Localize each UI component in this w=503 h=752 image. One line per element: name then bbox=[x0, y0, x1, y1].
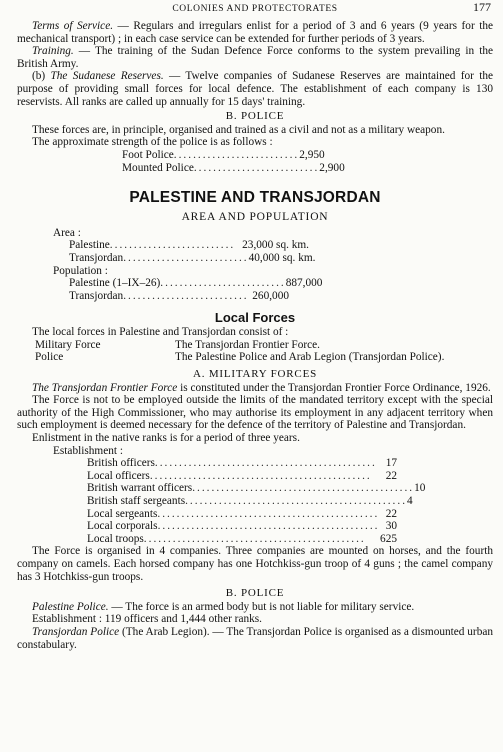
row-label: British officers bbox=[87, 457, 155, 470]
training-label: Training. bbox=[32, 45, 74, 58]
row-value: 23,000 sq. km. bbox=[242, 239, 309, 252]
tff-label: The Transjordan Frontier Force bbox=[32, 381, 178, 394]
population-table bbox=[69, 277, 323, 302]
local-forces-heading: Local Forces bbox=[214, 310, 296, 326]
transjordan-police-text: (The Arab Legion). — The Transjordan Police is organised as a dismounted urban constabulary. bbox=[17, 625, 494, 651]
forces-row bbox=[35, 351, 493, 364]
police-heading: B. POLICE bbox=[225, 110, 285, 123]
row-label: British warrant officers bbox=[87, 482, 193, 495]
training-text: — The training of the Sudan Defence Force conforms to the system prevailing in the British Army. bbox=[17, 45, 493, 70]
area-population-heading: AREA AND POPULATION bbox=[181, 211, 329, 224]
terms-text: — Regulars and irregulars enlist for a period of 3 and 6 years (9 years for the mechanical transport) ; in each case service can be extended for further periods of 3 years. bbox=[17, 20, 493, 45]
table-row: Palestine (1–IX–26) .......................... 887,000 bbox=[69, 277, 323, 290]
table-row: British staff sergeants .............................................. 4 bbox=[87, 495, 413, 507]
row-label: Local officers bbox=[87, 469, 150, 482]
employment-paragraph: The Force is not to be employed outside the limits of the mandated territory except with the special authority of the High Commissioner, who may authorise its employment in any adjacent territory when such employment is deemed necessary for the defence of the territory of Palestine and Transjordan. bbox=[17, 394, 493, 432]
palestine-police-paragraph bbox=[17, 601, 493, 614]
row-value: 30 bbox=[385, 520, 397, 533]
establishment-table bbox=[87, 457, 426, 545]
row-value: 10 bbox=[414, 482, 426, 495]
reserves-paragraph bbox=[17, 70, 493, 108]
police-strength-table bbox=[122, 148, 345, 174]
table-row: British warrant officers .............................................. 10 bbox=[87, 482, 426, 495]
police-strength-intro: The approximate strength of the police is as follows : bbox=[32, 136, 273, 149]
row-label: Transjordan bbox=[69, 289, 124, 302]
row-label: Mounted Police bbox=[122, 161, 194, 174]
table-row: British officers .............................................. 17 bbox=[87, 457, 397, 470]
terms-label: Terms of Service. bbox=[32, 20, 114, 32]
row-value: 17 bbox=[385, 457, 397, 470]
transjordan-police-paragraph bbox=[17, 626, 493, 651]
row-label: Transjordan bbox=[69, 251, 124, 264]
table-row: Palestine .......................... 23,000 sq. km. bbox=[69, 239, 309, 252]
training-paragraph bbox=[17, 45, 493, 70]
row-label: Palestine (1–IX–26) bbox=[69, 277, 161, 290]
establishment-label: Establishment : bbox=[53, 444, 123, 457]
table-row: Foot Police .......................... 2,950 bbox=[122, 148, 325, 161]
forces-row bbox=[35, 339, 493, 352]
row-value: 22 bbox=[385, 469, 397, 482]
row-label: Foot Police bbox=[122, 148, 174, 161]
table-row: Local officers .............................................. 22 bbox=[87, 469, 397, 482]
tff-text: is constituted under the Transjordan Frontier Force Ordinance, 1926. bbox=[177, 381, 491, 394]
forces-key: Military Force bbox=[35, 338, 101, 351]
table-row: Local troops .............................................. 625 bbox=[87, 532, 397, 545]
table-row: Transjordan .......................... 40,000 sq. km. bbox=[69, 251, 316, 264]
row-value: 625 bbox=[380, 532, 397, 545]
terms-of-service-paragraph bbox=[17, 20, 493, 45]
forces-value: The Transjordan Frontier Force. bbox=[175, 338, 320, 351]
table-row: Local sergeants .............................................. 22 bbox=[87, 507, 397, 520]
page-number: 177 bbox=[473, 0, 491, 14]
palestine-police-label: Palestine Police. bbox=[32, 600, 109, 613]
page-header bbox=[17, 0, 493, 20]
organisation-paragraph: The Force is organised in 4 companies. Three companies are mounted on horses, and the fourth company on camels. Each horsed company has one Hotchkiss-gun troop of 4 guns ; the camel company has 3 Hotchkiss-gun troops. bbox=[17, 545, 493, 583]
forces-value: The Palestine Police and Arab Legion (Transjordan Police). bbox=[175, 351, 445, 364]
police-principle-paragraph: These forces are, in principle, organised and trained as a civil and not as a military weapon. bbox=[32, 123, 445, 136]
reserves-label: The Sudanese Reserves. bbox=[50, 70, 164, 83]
row-value: 4 bbox=[407, 495, 413, 507]
running-head: COLONIES AND PROTECTORATES bbox=[172, 4, 338, 14]
row-value: 260,000 bbox=[252, 289, 289, 302]
reserves-text: — Twelve companies of Sudanese Reserves are maintained for the purpose of providing small forces for local defence. The establishment of each company is 130 reservists. All ranks are called up annually for 15 days' training. bbox=[17, 70, 493, 108]
row-value: 887,000 bbox=[285, 277, 323, 290]
row-value: 2,950 bbox=[299, 148, 325, 161]
row-value: 2,900 bbox=[319, 161, 345, 174]
row-label: Local sergeants bbox=[87, 507, 158, 520]
row-label: Local troops bbox=[87, 532, 144, 545]
table-row: Transjordan .......................... 260,000 bbox=[69, 289, 289, 302]
police-heading-b: B. POLICE bbox=[225, 587, 285, 600]
row-label: Palestine bbox=[69, 239, 110, 252]
area-table bbox=[69, 239, 316, 264]
row-value: 40,000 sq. km. bbox=[248, 251, 316, 264]
section-title: PALESTINE AND TRANSJORDAN bbox=[129, 189, 381, 207]
transjordan-police-label: Transjordan Police bbox=[32, 625, 120, 638]
tff-paragraph bbox=[17, 382, 493, 395]
table-row: Mounted Police .......................... 2,900 bbox=[122, 161, 345, 174]
table-row: Local corporals .............................................. 30 bbox=[87, 520, 397, 533]
military-forces-heading: A. MILITARY FORCES bbox=[192, 368, 318, 381]
reserves-prefix: (b) bbox=[32, 70, 51, 83]
row-label: British staff sergeants bbox=[87, 495, 186, 507]
row-label: Local corporals bbox=[87, 520, 158, 533]
row-value: 22 bbox=[385, 507, 397, 520]
forces-key: Police bbox=[35, 351, 64, 364]
enlistment-paragraph: Enlistment in the native ranks is for a period of three years. bbox=[32, 432, 300, 445]
palestine-police-text: — The force is an armed body but is not liable for military service. bbox=[108, 600, 415, 613]
area-label: Area : bbox=[53, 226, 81, 239]
local-forces-intro: The local forces in Palestine and Transjordan consist of : bbox=[32, 326, 289, 339]
population-label: Population : bbox=[53, 264, 108, 277]
establishment-line: Establishment : 119 officers and 1,444 other ranks. bbox=[32, 613, 262, 626]
